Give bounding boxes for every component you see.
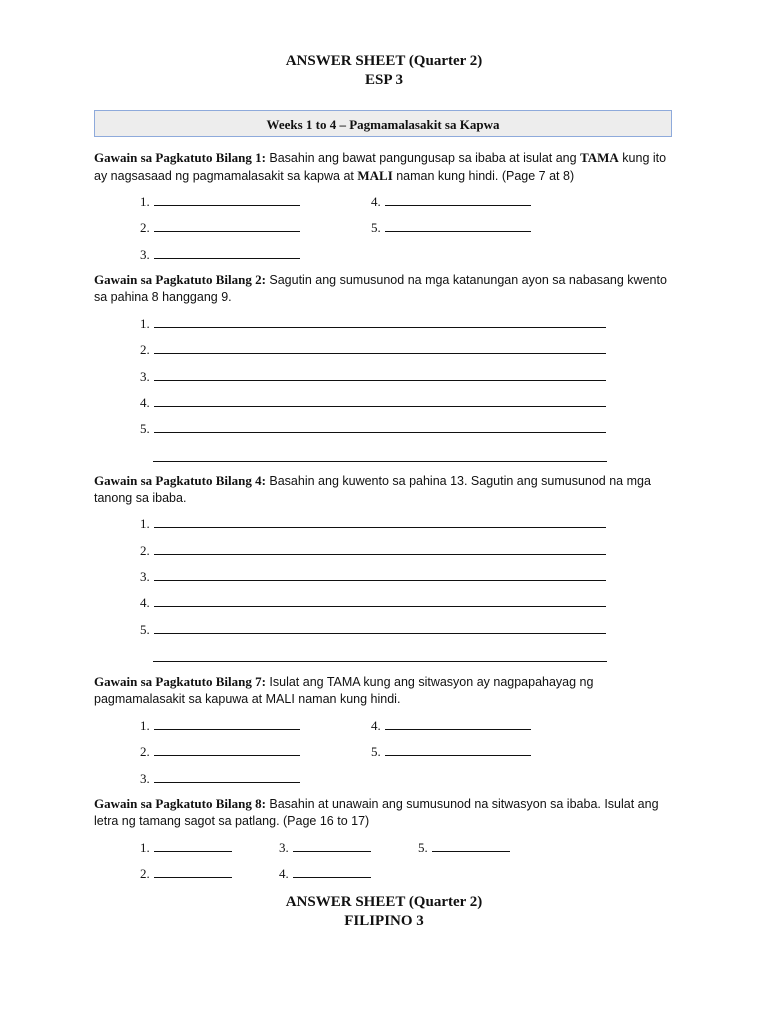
answer-blank[interactable]	[154, 865, 232, 878]
answer-blank[interactable]	[154, 594, 606, 607]
activity-1-text-a: Basahin ang bawat pangungusap sa ibaba at isulat ang	[265, 151, 581, 165]
activity-8-label: Gawain sa Pagkatuto Bilang 8:	[94, 796, 266, 811]
subject-title: ESP 3	[365, 72, 403, 88]
answer-blank[interactable]	[154, 515, 606, 528]
answer-blank[interactable]	[154, 542, 606, 555]
answer-line[interactable]	[140, 246, 300, 262]
week-heading: Weeks 1 to 4 – Pagmamalasakit sa Kapwa	[266, 117, 500, 132]
activity-4-instructions	[94, 472, 679, 507]
answer-blank[interactable]	[154, 717, 300, 730]
answer-line[interactable]	[140, 743, 300, 759]
item-number: 1.	[140, 194, 150, 209]
answer-line[interactable]	[371, 743, 531, 759]
item-number: 3.	[279, 840, 289, 855]
answer-line[interactable]	[140, 341, 606, 357]
answer-line[interactable]	[279, 839, 371, 855]
item-number: 1.	[140, 718, 150, 733]
activity-2-text: Sagutin ang sumusunod na mga katanungan ayon sa nabasang kwento sa pahina 8 hanggang 9.	[94, 273, 667, 304]
item-number: 5.	[371, 220, 381, 235]
activity-7-text: Isulat ang TAMA kung ang sitwasyon ay nagpapahayag ng pagmamalasakit sa kapuwa at MALI naman kung hindi.	[94, 675, 594, 706]
answer-blank[interactable]	[154, 193, 300, 206]
item-number: 5.	[140, 421, 150, 436]
item-number: 4.	[371, 194, 381, 209]
activity-1-text-c: naman kung hindi. (Page 7 at 8)	[392, 169, 575, 183]
answer-sheet-title	[0, 52, 768, 90]
item-number: 2.	[140, 342, 150, 357]
item-number: 1.	[140, 516, 150, 531]
answer-line[interactable]	[140, 717, 300, 733]
item-number: 2.	[140, 866, 150, 881]
activity-4-text: Basahin ang kuwento sa pahina 13. Sagutin ang sumusunod na mga tanong sa ibaba.	[94, 474, 651, 505]
answer-line[interactable]	[140, 515, 606, 531]
answer-blank[interactable]	[385, 743, 531, 756]
answer-blank[interactable]	[385, 717, 531, 730]
answer-line[interactable]	[140, 568, 606, 584]
item-number: 5.	[371, 744, 381, 759]
item-number: 1.	[140, 316, 150, 331]
item-number: 1.	[140, 840, 150, 855]
answer-line[interactable]	[140, 315, 606, 331]
sheet-title: ANSWER SHEET (Quarter 2)	[285, 53, 483, 69]
answer-line[interactable]	[279, 865, 371, 881]
answer-line[interactable]	[140, 594, 606, 610]
item-number: 3.	[140, 771, 150, 786]
sheet-title: ANSWER SHEET (Quarter 2)	[285, 894, 483, 910]
item-number: 2.	[140, 220, 150, 235]
answer-blank[interactable]	[154, 621, 606, 634]
activity-1-text-b: kung ito ay nagsasaad ng pagmamalasakit sa kapwa at	[94, 151, 667, 183]
answer-blank[interactable]	[154, 246, 300, 259]
answer-line[interactable]	[371, 219, 531, 235]
answer-line[interactable]	[371, 193, 531, 209]
answer-blank[interactable]	[385, 219, 531, 232]
item-number: 4.	[371, 718, 381, 733]
item-number: 5.	[418, 840, 428, 855]
answer-blank[interactable]	[154, 394, 606, 407]
item-number: 3.	[140, 247, 150, 262]
answer-blank[interactable]	[154, 743, 300, 756]
answer-line[interactable]	[140, 193, 300, 209]
activity-2-instructions	[94, 271, 679, 306]
answer-line[interactable]	[140, 368, 606, 384]
answer-line[interactable]	[418, 839, 510, 855]
activity-1-instructions	[94, 149, 679, 185]
answer-line[interactable]	[140, 770, 300, 786]
answer-blank-continuation[interactable]	[153, 461, 607, 462]
answer-line[interactable]	[140, 621, 606, 637]
answer-line[interactable]	[140, 865, 232, 881]
answer-blank[interactable]	[293, 865, 371, 878]
activity-8-text: Basahin at unawain ang sumusunod na sitwasyon sa ibaba. Isulat ang letra ng tamang sagot sa patlang. (Page 16 to 17)	[94, 797, 659, 828]
answer-blank[interactable]	[293, 839, 371, 852]
activity-7-instructions	[94, 673, 679, 708]
answer-blank[interactable]	[154, 341, 606, 354]
answer-blank[interactable]	[154, 420, 606, 433]
item-number: 3.	[140, 569, 150, 584]
answer-blank[interactable]	[154, 315, 606, 328]
item-number: 4.	[279, 866, 289, 881]
activity-4-label: Gawain sa Pagkatuto Bilang 4:	[94, 473, 266, 488]
activity-2-label: Gawain sa Pagkatuto Bilang 2:	[94, 272, 266, 287]
answer-line[interactable]	[140, 542, 606, 558]
answer-line[interactable]	[371, 717, 531, 733]
answer-line[interactable]	[140, 219, 300, 235]
answer-blank[interactable]	[154, 770, 300, 783]
answer-blank[interactable]	[154, 219, 300, 232]
activity-1-strong-mali: MALI	[357, 168, 393, 183]
activity-7-label: Gawain sa Pagkatuto Bilang 7:	[94, 674, 266, 689]
answer-line[interactable]	[140, 420, 606, 436]
item-number: 2.	[140, 543, 150, 558]
answer-blank[interactable]	[154, 368, 606, 381]
answer-blank-continuation[interactable]	[153, 661, 607, 662]
activity-8-instructions	[94, 795, 679, 830]
item-number: 4.	[140, 595, 150, 610]
subject-title: FILIPINO 3	[344, 913, 424, 929]
item-number: 5.	[140, 622, 150, 637]
activity-1-strong-tama: TAMA	[580, 150, 619, 165]
filipino-answer-sheet-title	[0, 893, 768, 931]
item-number: 4.	[140, 395, 150, 410]
activity-1-label: Gawain sa Pagkatuto Bilang 1:	[94, 150, 266, 165]
item-number: 3.	[140, 369, 150, 384]
answer-line[interactable]	[140, 839, 232, 855]
week-heading-box	[94, 110, 672, 137]
item-number: 2.	[140, 744, 150, 759]
answer-blank[interactable]	[154, 568, 606, 581]
answer-line[interactable]	[140, 394, 606, 410]
answer-blank[interactable]	[432, 839, 510, 852]
answer-blank[interactable]	[154, 839, 232, 852]
answer-blank[interactable]	[385, 193, 531, 206]
